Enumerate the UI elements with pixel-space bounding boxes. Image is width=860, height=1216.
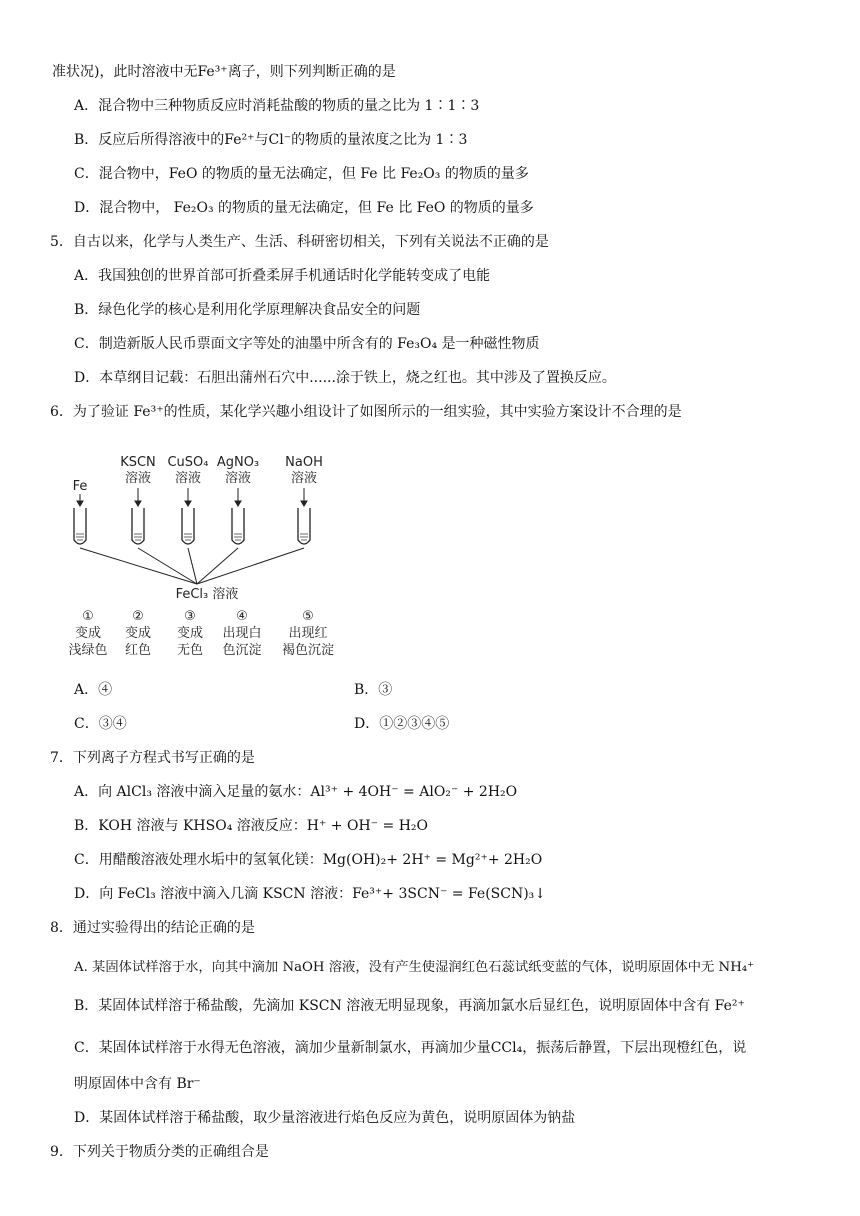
- q8-option-c: C．某固体试样溶于水得无色溶液，滴加少量新制氯水，再滴加少量CCl₄，振荡后静置，下层出现橙红色，说: [74, 1040, 747, 1056]
- fecl3-label: FeCl₃ 溶液: [175, 587, 239, 602]
- q7-option-d: D．向 FeCl₃ 溶液中滴入几滴 KSCN 溶液：Fe³⁺+ 3SCN⁻ = Fe(SCN)₃↓: [74, 886, 547, 902]
- q6-option-a: A．④: [74, 682, 113, 698]
- reagent-name: AgNO₃: [216, 455, 260, 470]
- question-9-stem: 9．下列关于物质分类的正确组合是: [50, 1144, 269, 1160]
- q7-option-a: A．向 AlCl₃ 溶液中滴入足量的氨水：Al³⁺ + 4OH⁻ = AlO₂⁻ + 2H₂O: [74, 784, 518, 800]
- q8-option-a: A. 某固体试样溶于水，向其中滴加 NaOH 溶液，没有产生使湿润红色石蕊试纸变蓝的气体，说明原固体中无 NH₄⁺: [74, 960, 755, 975]
- result-text: 出现白: [222, 626, 262, 641]
- q5-option-a: A．我国独创的世界首部可折叠柔屏手机通话时化学能转变成了电能: [74, 268, 491, 284]
- q8-option-d: D．某固体试样溶于稀盐酸，取少量溶液进行焰色反应为黄色，说明原固体为钠盐: [74, 1110, 576, 1126]
- q4-option-d: D．混合物中， Fe₂O₃ 的物质的量无法确定，但 Fe 比 FeO 的物质的量多: [74, 200, 534, 216]
- test-tube-5: [298, 508, 310, 544]
- q5-option-b: B．绿色化学的核心是利用化学原理解决食品安全的问题: [74, 302, 421, 318]
- reagent-solution: 溶液: [174, 471, 202, 486]
- q6-option-c: C．③④: [74, 716, 127, 732]
- reagent-solution: 溶液: [224, 471, 252, 486]
- result-text: 无色: [176, 643, 204, 658]
- result-number: ⑤: [302, 609, 314, 624]
- q4-option-b: B．反应后所得溶液中的Fe²⁺与Cl⁻的物质的量浓度之比为 1∶3: [74, 132, 468, 148]
- result-text: 浅绿色: [68, 643, 108, 658]
- result-text: 变成: [176, 626, 204, 641]
- q8-option-c-cont: 明原固体中含有 Br⁻: [74, 1076, 201, 1092]
- experiment-diagram: [52, 450, 362, 670]
- result-number: ③: [184, 609, 196, 624]
- q5-option-d: D．本草纲目记载：石胆出蒲州石穴中......涂于铁上，烧之红也。其中涉及了置换反应。: [74, 370, 616, 386]
- result-text: 变成: [124, 626, 152, 641]
- question-6-stem: 6．为了验证 Fe³⁺的性质，某化学兴趣小组设计了如图所示的一组实验，其中实验方案设计不合理的是: [50, 404, 682, 420]
- reagent-solution: 溶液: [124, 471, 152, 486]
- result-text: 褐色沉淀: [281, 643, 335, 658]
- test-tube-2: [132, 508, 144, 544]
- question-4-tail: 准状况)，此时溶液中无Fe³⁺离子，则下列判断正确的是: [52, 64, 396, 80]
- result-text: 色沉淀: [222, 643, 262, 658]
- q4-option-c: C．混合物中，FeO 的物质的量无法确定，但 Fe 比 Fe₂O₃ 的物质的量多: [74, 166, 529, 182]
- reagent-name: KSCN: [120, 455, 156, 470]
- reagent-name: Fe: [72, 479, 88, 494]
- result-text: 变成: [74, 626, 102, 641]
- q5-option-c: C．制造新版人民币票面文字等处的油墨中所含有的 Fe₃O₄ 是一种磁性物质: [74, 336, 540, 352]
- q8-option-b: B．某固体试样溶于稀盐酸，先滴加 KSCN 溶液无明显现象，再滴加氯水后显红色，说明原固体中含有 Fe²⁺: [74, 998, 745, 1014]
- test-tube-4: [232, 508, 244, 544]
- result-text: 红色: [124, 643, 152, 658]
- test-tube-1: [74, 508, 86, 544]
- question-7-stem: 7．下列离子方程式书写正确的是: [50, 750, 255, 766]
- q6-option-d: D．①②③④⑤: [354, 716, 450, 732]
- question-8-stem: 8．通过实验得出的结论正确的是: [50, 920, 255, 936]
- q6-option-b: B．③: [354, 682, 393, 698]
- reagent-name: CuSO₄: [167, 455, 209, 470]
- result-number: ④: [236, 609, 248, 624]
- result-text: 出现红: [288, 626, 328, 641]
- result-number: ②: [132, 609, 144, 624]
- q7-option-b: B．KOH 溶液与 KHSO₄ 溶液反应：H⁺ + OH⁻ = H₂O: [74, 818, 428, 834]
- reagent-solution: 溶液: [290, 471, 318, 486]
- q4-option-a: A．混合物中三种物质反应时消耗盐酸的物质的量之比为 1∶1∶3: [74, 98, 480, 114]
- question-5-stem: 5．自古以来，化学与人类生产、生活、科研密切相关，下列有关说法不正确的是: [50, 234, 549, 250]
- q7-option-c: C．用醋酸溶液处理水垢中的氢氧化镁：Mg(OH)₂+ 2H⁺ = Mg²⁺+ 2H₂O: [74, 852, 543, 868]
- result-number: ①: [82, 609, 94, 624]
- test-tube-3: [182, 508, 194, 544]
- reagent-name: NaOH: [285, 455, 323, 470]
